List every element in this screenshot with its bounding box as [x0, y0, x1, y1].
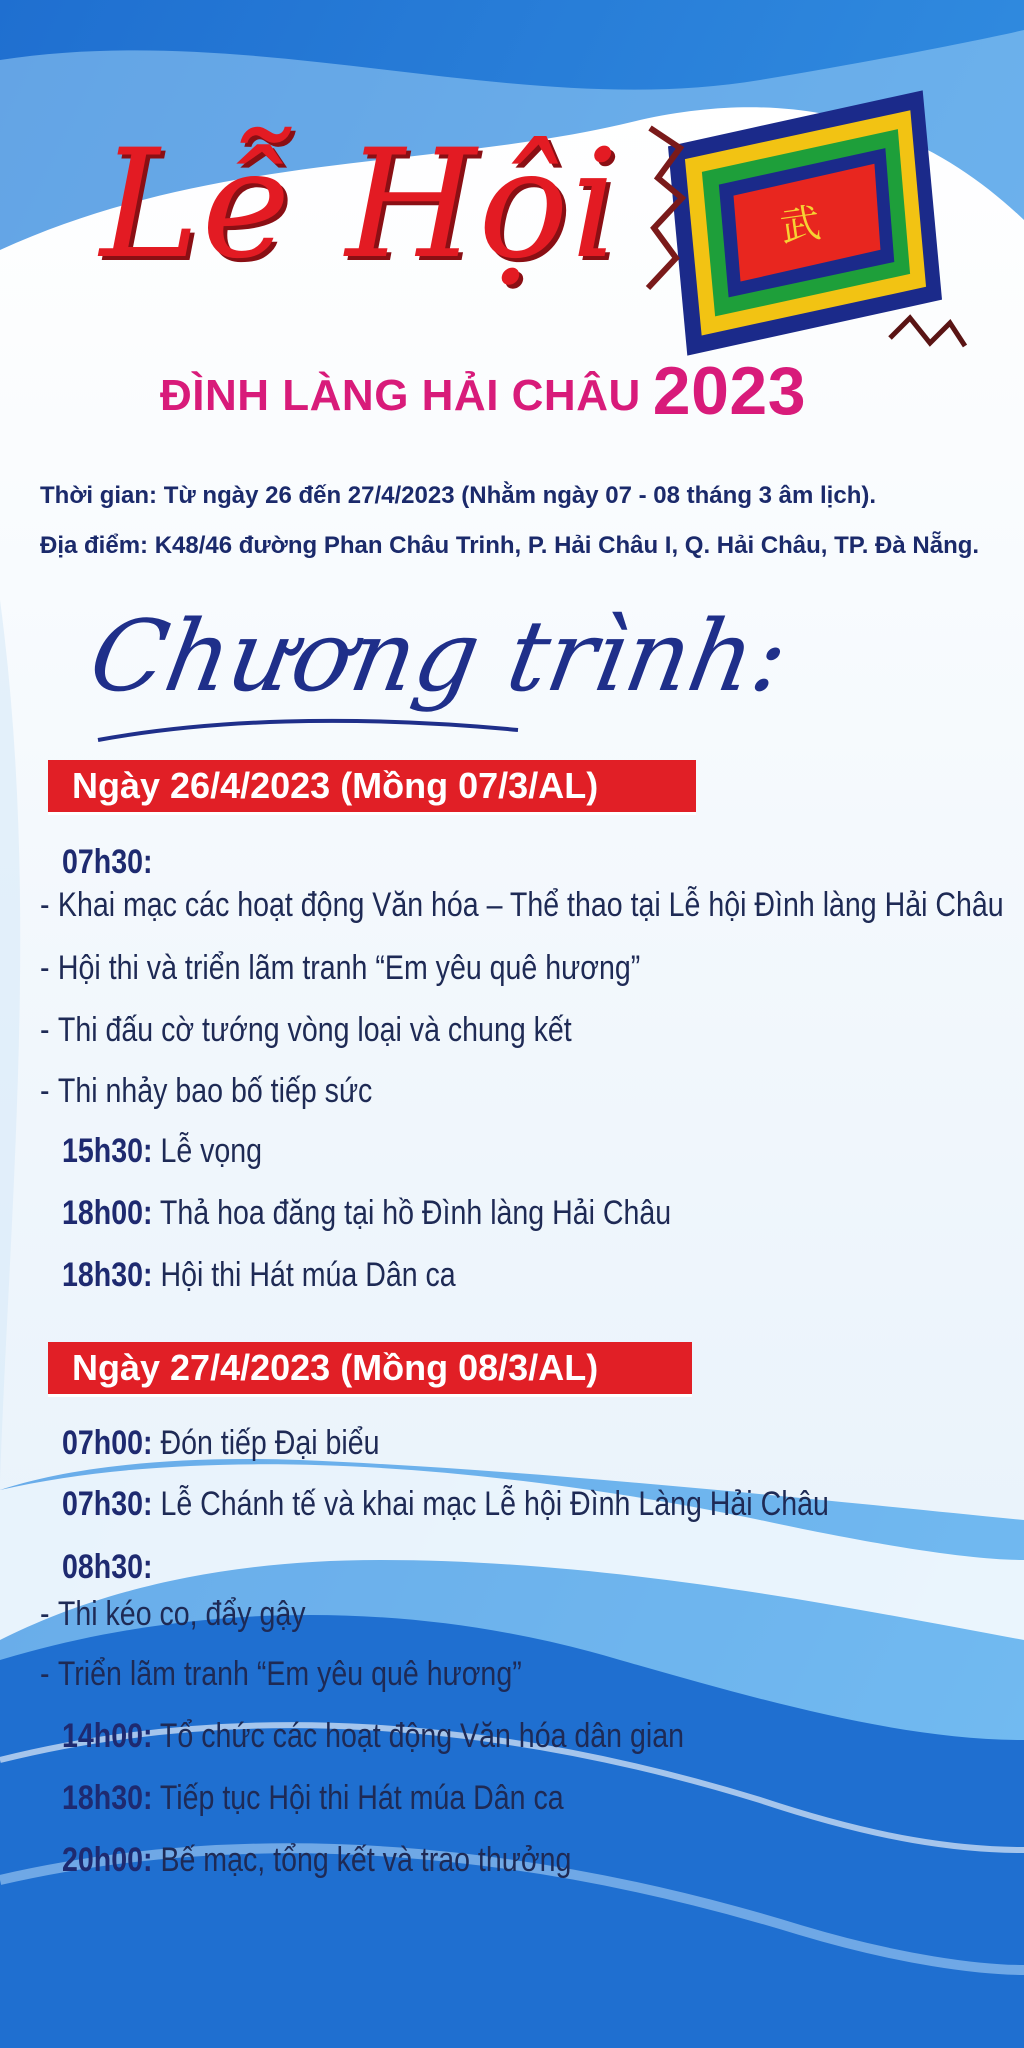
schedule-line [62, 1779, 564, 1818]
schedule-text: Triển lãm tranh “Em yêu quê hương” [57, 1655, 522, 1693]
schedule-text: Thi kéo co, đẩy gậy [57, 1595, 306, 1633]
schedule-line: - Thi nhảy bao bố tiếp sức [40, 1072, 373, 1110]
schedule-line [62, 1194, 671, 1233]
program-heading: Chương trình: [81, 600, 797, 714]
schedule-time: 18h30: [62, 1779, 153, 1817]
schedule-line: - Thi đấu cờ tướng vòng loại và chung kết [40, 1011, 572, 1049]
schedule-line [62, 1485, 829, 1524]
festival-title: Lễ Hội [100, 118, 621, 292]
schedule-line [62, 1424, 380, 1463]
schedule-line [62, 1717, 684, 1756]
schedule-text: Tổ chức các hoạt động Văn hóa dân gian [159, 1717, 684, 1755]
schedule-text: Lễ vọng [160, 1132, 263, 1170]
schedule-line: - Thi kéo co, đẩy gậy [40, 1595, 306, 1633]
schedule-text: Hội thi và triển lãm tranh “Em yêu quê hương” [57, 949, 641, 987]
schedule-time: 14h00: [62, 1717, 153, 1755]
svg-text:武: 武 [777, 200, 824, 252]
schedule-text: Hội thi Hát múa Dân ca [160, 1256, 456, 1294]
schedule-time: 07h00: [62, 1424, 153, 1462]
schedule-line: - Triển lãm tranh “Em yêu quê hương” [40, 1655, 522, 1693]
schedule-line [62, 1548, 152, 1587]
heading-underline [88, 700, 528, 756]
schedule-text: Lễ Chánh tế và khai mạc Lễ hội Đình Làng Hải Châu [160, 1485, 829, 1523]
schedule-text: Thả hoa đăng tại hồ Đình làng Hải Châu [159, 1194, 672, 1232]
schedule-line: - Hội thi và triển lãm tranh “Em yêu quê hương” [40, 949, 641, 987]
schedule-time: 08h30: [62, 1548, 153, 1586]
schedule-line [62, 1841, 571, 1880]
schedule-time: 15h30: [62, 1132, 153, 1170]
schedule-time: 07h30: [62, 1485, 153, 1523]
schedule-text: Tiếp tục Hội thi Hát múa Dân ca [159, 1779, 564, 1817]
schedule-time: 07h30: [62, 843, 153, 881]
schedule-time: 18h30: [62, 1256, 153, 1294]
info-place: Địa điểm: K48/46 đường Phan Châu Trinh, P. Hải Châu I, Q. Hải Châu, TP. Đà Nẵng. [40, 532, 980, 559]
schedule-line: - Khai mạc các hoạt động Văn hóa – Thể thao tại Lễ hội Đình làng Hải Châu [40, 886, 1004, 924]
schedule-line [62, 1256, 456, 1295]
festival-subtitle [160, 352, 806, 430]
schedule-text: Bế mạc, tổng kết và trao thưởng [160, 1841, 572, 1879]
schedule-line [62, 843, 152, 882]
schedule-text: Đón tiếp Đại biểu [160, 1424, 380, 1462]
subtitle-text: ĐÌNH LÀNG HẢI CHÂU [160, 371, 641, 420]
schedule-time: 18h00: [62, 1194, 153, 1232]
day-2-banner: Ngày 27/4/2023 (Mồng 08/3/AL) [48, 1342, 692, 1394]
schedule-text: Thi đấu cờ tướng vòng loại và chung kết [57, 1011, 572, 1049]
schedule-text: Khai mạc các hoạt động Văn hóa – Thể thao tại Lễ hội Đình làng Hải Châu [57, 886, 1004, 924]
day-1-banner: Ngày 26/4/2023 (Mồng 07/3/AL) [48, 760, 696, 812]
five-color-flag [640, 88, 970, 358]
schedule-text: Thi nhảy bao bố tiếp sức [57, 1072, 373, 1110]
schedule-line [62, 1132, 262, 1171]
festival-year: 2023 [652, 353, 807, 429]
info-time: Thời gian: Từ ngày 26 đến 27/4/2023 (Nhằm ngày 07 - 08 tháng 3 âm lịch). [40, 482, 877, 509]
schedule-time: 20h00: [62, 1841, 153, 1879]
